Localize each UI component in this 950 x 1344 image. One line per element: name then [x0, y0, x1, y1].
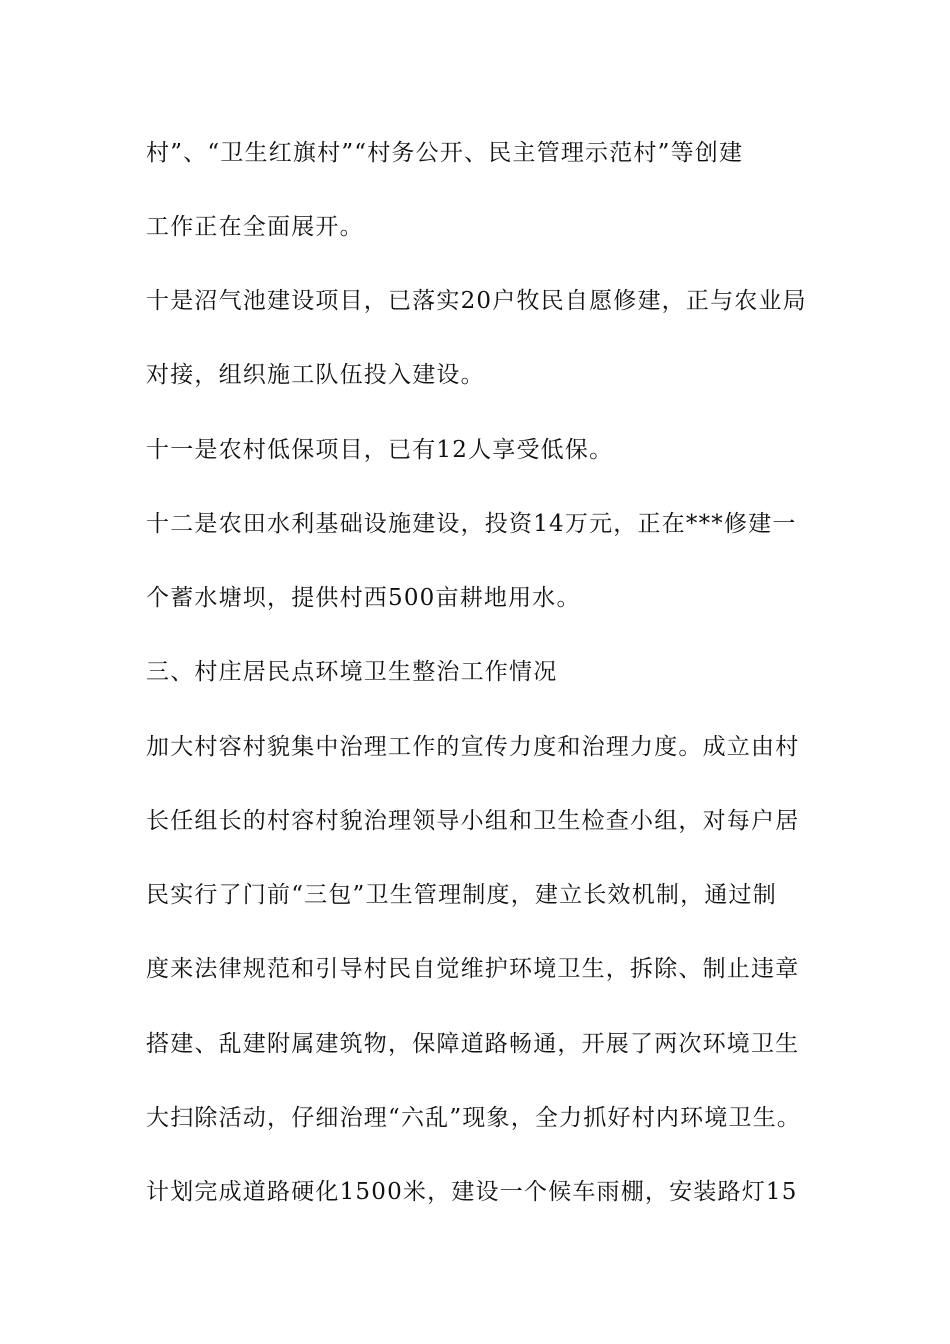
text-line: 工作正在全面展开。: [146, 214, 364, 240]
text-line: 对接，组织施工队伍投入建设。: [146, 362, 485, 388]
text-line: 加大村容村貌集中治理工作的宣传力度和治理力度。成立由村: [146, 734, 800, 760]
text-line: 十二是农田水利基础设施建设，投资14万元，正在***修建一: [146, 511, 797, 537]
text-line: 个蓄水塘坝，提供村西500亩耕地用水。: [146, 585, 581, 611]
text-line: 民实行了门前“三包”卫生管理制度，建立长效机制，通过制: [146, 882, 777, 908]
text-line: 村”、“卫生红旗村”“村务公开、民主管理示范村”等创建: [146, 140, 744, 166]
section-heading: 三、村庄居民点环境卫生整治工作情况: [146, 659, 558, 685]
text-line: 大扫除活动，仔细治理“六乱”现象，全力抓好村内环境卫生。: [146, 1105, 802, 1131]
text-line: 计划完成道路硬化1500米，建设一个候车雨棚，安装路灯15: [146, 1179, 798, 1205]
text-line: 长任组长的村容村貌治理领导小组和卫生检查小组，对每户居: [146, 808, 800, 834]
text-line: 度来法律规范和引导村民自觉维护环境卫生，拆除、制止违章: [146, 956, 800, 982]
text-line: 十一是农村低保项目，已有12人享受低保。: [146, 437, 614, 463]
text-line: 十是沼气池建设项目，已落实20户牧民自愿修建，正与农业局: [146, 288, 807, 314]
text-line: 搭建、乱建附属建筑物，保障道路畅通，开展了两次环境卫生: [146, 1031, 800, 1057]
